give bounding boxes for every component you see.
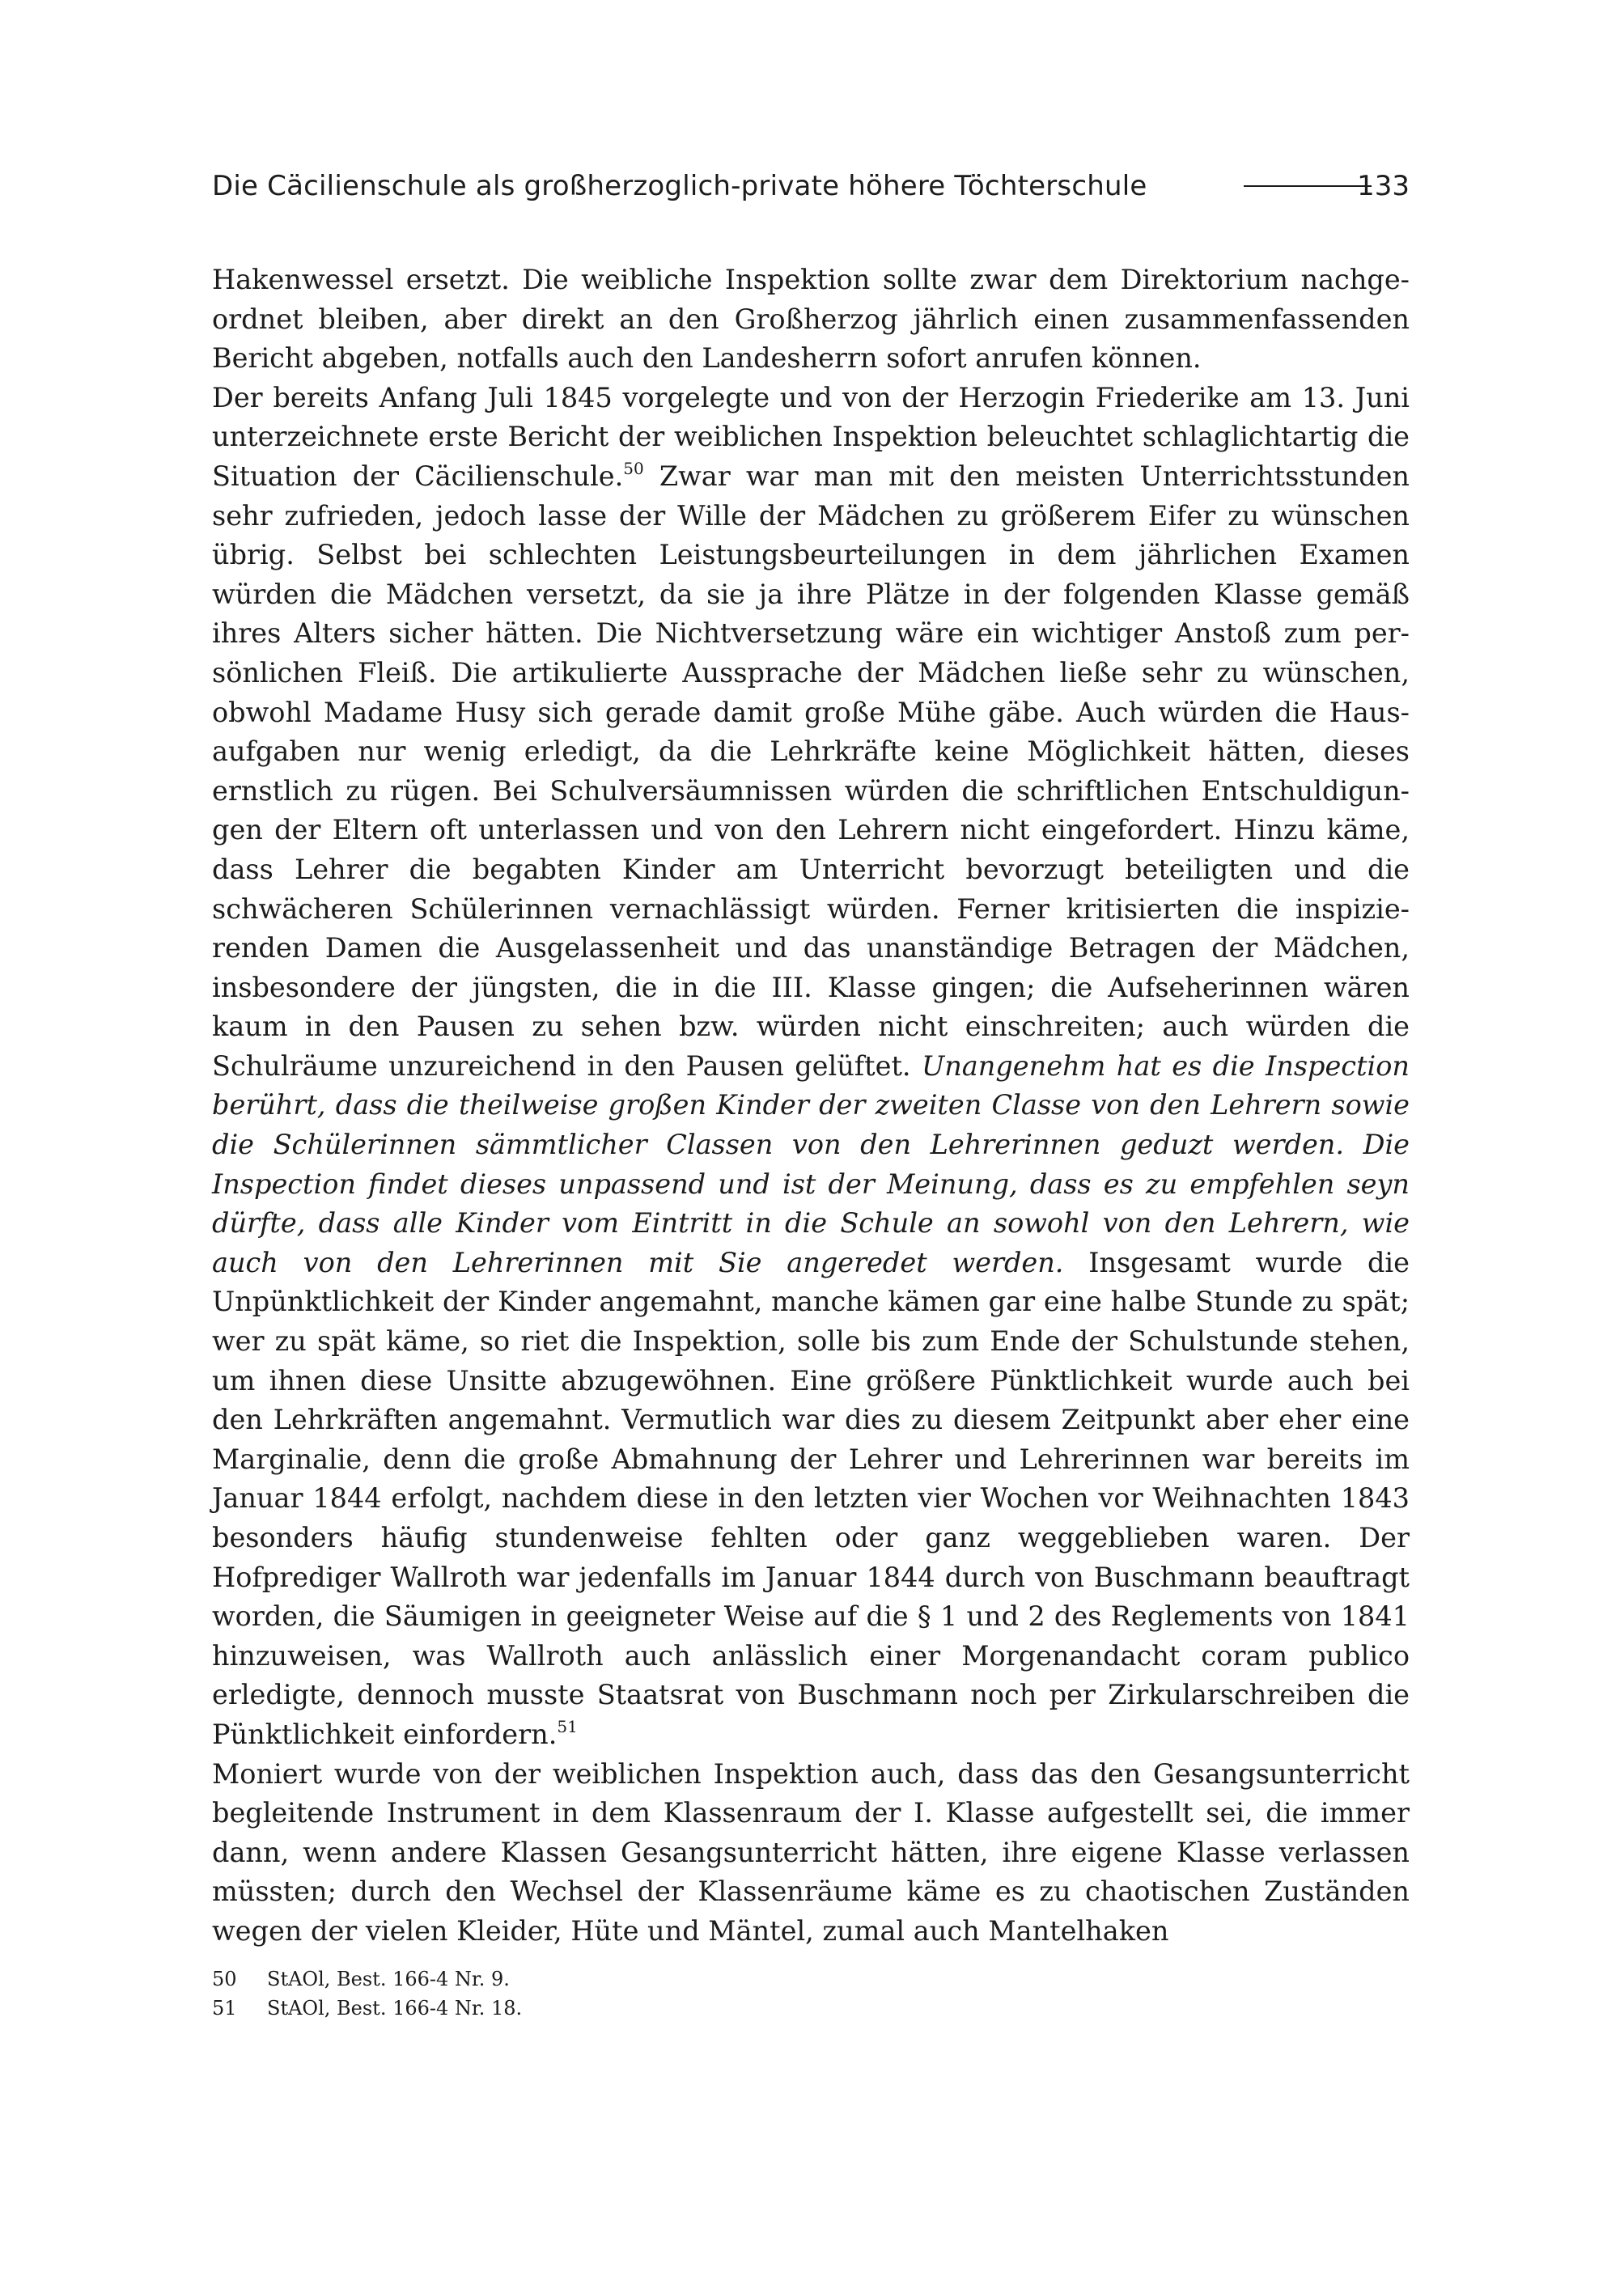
paragraph-2 bbox=[212, 379, 1410, 1755]
footnote-ref-51[interactable]: 51 bbox=[557, 1716, 578, 1736]
footnote-ref-50[interactable]: 50 bbox=[623, 458, 644, 478]
inspection-quote: Unangenehm hat es die Inspection berührt, dass die theilweise großen Kinder der zweiten Classe von den Lehrern sowie die Schülerinnen sämmtlicher Classen von den Lehrerinnen geduzt werden. Die Inspection findet dieses unpassend und ist der Meinung, dass es zu empfehlen seyn dürfte, dass alle Kinder vom Eintritt in die Schule an sowohl von den Lehrern, wie auch von den Lehrerinnen mit Sie angeredet werden. bbox=[212, 1049, 1410, 1278]
paragraph-1: Hakenwessel ersetzt. Die weibliche Inspektion sollte zwar dem Direktorium nachgeordnet bleiben, aber direkt an den Großherzog jährlich einen zusammenfassenden Bericht abgeben, notfalls auch den Landesherrn sofort anrufen können. bbox=[212, 264, 1410, 375]
paragraph-2-text-c: Insgesamt wurde die Unpünktlichkeit der Kinder angemahnt, manche kämen gar eine halbe Stunde zu spät; wer zu spät käme, so riet die Inspektion, solle bis zum Ende der Schulstunde stehen, um ihnen diese Unsitte abzugewöhnen. Eine größere Pünktlichkeit wurde auch bei den Lehrkräften angemahnt. Vermutlich war dies zu diesem Zeitpunkt aber eher eine Marginalie, denn die große Abmahnung der Lehrer und Lehrerinnen war bereits im Januar 1844 erfolgt, nachdem diese in den letzten vier Wochen vor Weihnachten 1843 besonders häufig stundenweise fehlten oder ganz weggeblieben waren. Der Hofprediger Wallroth war jedenfalls im Januar 1844 durch von Buschmann beauftragt worden, die Säumigen in geeigneter Weise auf die § 1 und 2 des Reglements von 1841 hinzuweisen, was Wallroth auch anlässlich einer Morgenandacht coram publico erledigte, dennoch musste Staatsrat von Buschmann noch per Zirkularschreiben die Pünktlichkeit einfordern. bbox=[212, 1246, 1410, 1750]
footnote-number: 51 bbox=[212, 1997, 237, 2020]
page-header bbox=[212, 163, 1410, 209]
paragraph-3: Moniert wurde von der weiblichen Inspektion auch, dass das den Gesangsunterricht begleitende Instrument in dem Klassenraum der I. Klasse aufgestellt sei, die immer dann, wenn andere Klassen Gesangsunterricht hätten, ihre eigene Klasse verlassen müssten; durch den Wechsel der Klassenräume käme es zu chaotischen Zuständen wegen der vielen Kleider, Hüte und Mäntel, zumal auch Mantelhaken bbox=[212, 1757, 1410, 1947]
running-head: Die Cäcilienschule als großherzoglich-private höhere Töchterschule bbox=[212, 170, 1147, 202]
header-rule bbox=[1244, 185, 1372, 187]
footnote bbox=[212, 1965, 1410, 1994]
page-number: 133 bbox=[1357, 170, 1410, 202]
footnote bbox=[212, 1994, 1410, 2023]
paragraph-2-text-a: Der bereits Anfang Juli 1845 vorgelegte und von der Herzogin Friederike am 13. Juni unterzeichnete erste Bericht der weiblichen Inspektion beleuchtet schlaglichtartig die Situation der Cäcilienschule. bbox=[212, 381, 1410, 492]
footnotes bbox=[212, 1965, 1410, 2023]
footnote-number: 50 bbox=[212, 1968, 237, 1990]
body-text bbox=[212, 261, 1410, 1947]
paragraph-2-text-b: Zwar war man mit den meisten Unterrichtsstunden sehr zufrieden, jedoch lasse der Wille der Mädchen zu größerem Eifer zu wünschen übrig. Selbst bei schlechten Leistungsbeurteilungen in dem jährlichen Examen würden die Mädchen versetzt, da sie ja ihre Plätze in der folgenden Klasse gemäß ihres Alters sicher hätten. Die Nichtversetzung wäre ein wichtiger Anstoß zum persönlichen Fleiß. Die artikulierte Aussprache der Mädchen ließe sehr zu wünschen, obwohl Madame Husy sich gerade damit große Mühe gäbe. Auch würden die Hausaufgaben nur wenig erledigt, da die Lehrkräfte keine Möglichkeit hätten, dieses ernstlich zu rügen. Bei Schulversäumnissen würden die schriftlichen Entschuldigungen der Eltern oft unterlassen und von den Lehrern nicht eingefordert. Hinzu käme, dass Lehrer die begabten Kinder am Unterricht bevorzugt beteiligten und die schwächeren Schülerinnen vernachlässigt würden. Ferner kritisierten die inspizierenden Damen die Ausgelassenheit und das unanständige Betragen der Mädchen, insbesondere der jüngsten, die in die III. Klasse gingen; die Aufseherinnen wären kaum in den Pausen zu sehen bzw. würden nicht einschreiten; auch würden die Schulräume unzureichend in den Pausen gelüftet. bbox=[212, 460, 1410, 1082]
footnote-text: StAOl, Best. 166-4 Nr. 18. bbox=[267, 1997, 523, 2020]
footnote-text: StAOl, Best. 166-4 Nr. 9. bbox=[267, 1968, 510, 1990]
